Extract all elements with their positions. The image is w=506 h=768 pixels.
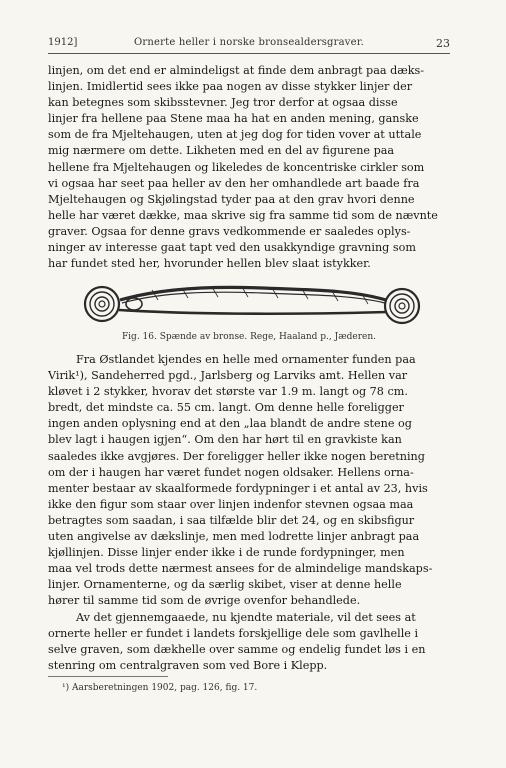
text-line: saaledes ikke avgjøres. Der foreligger heller ikke nogen beretning [48, 449, 425, 463]
text-line: selve graven, som dækhelle over samme og endelig fundet løs i en [48, 643, 426, 657]
text-line: bredt, det mindste ca. 55 cm. langt. Om denne helle foreligger [48, 401, 404, 415]
text-line: vi ogsaa har seet paa heller av den her omhandlede art baade fra [48, 176, 420, 190]
text-line: uten angivelse av dækslinje, men med lodrette linjer anbragt paa [48, 530, 420, 544]
paragraph-2 [48, 352, 450, 610]
text-line: har fundet sted her, hvorunder hellen blev slaat istykker. [48, 257, 371, 271]
footnote-rule [48, 676, 168, 677]
text-line: kan betegnes som skibsstevner. Jeg tror derfor at ogsaa disse [48, 96, 398, 110]
text-line: mig nærmere om dette. Likheten med en del av figurene paa [48, 144, 395, 158]
bronze-clasp-illustration [82, 280, 422, 328]
text-line: graver. Ogsaa for denne gravs vedkommende er saaledes oplys- [48, 224, 411, 238]
text-line: hører til samme tid som de øvrige ovenfor behandlede. [48, 594, 361, 608]
header-title: Ornerte heller i norske bronsealdersgraver. [133, 37, 365, 48]
text-line: ornerte heller er fundet i landets forskjellige dele som gavlhelle i [48, 627, 419, 641]
running-header [48, 37, 450, 51]
text-line: menter bestaar av skaalformede fordypninger i et antal av 23, hvis [48, 481, 428, 495]
text-line: maa vel trods dette nærmest ansees for de almindelige mandskaps- [48, 562, 433, 576]
text-line: linjer. Ornamenterne, og da særlig skibet, viser at denne helle [48, 578, 402, 592]
header-rule [48, 53, 450, 54]
text-line: Mjeltehaugen og Skjølingstad tyder paa at den grav hvori denne [48, 192, 415, 206]
text-line: kjøllinjen. Disse linjer ender ikke i de runde fordypninger, men [48, 546, 405, 560]
paragraph-1 [48, 63, 450, 272]
text-line: betragtes som saadan, i saa tilfælde blir det 24, og en skibsfigur [48, 513, 415, 527]
text-line: ninger av interesse gaat tapt ved den usakkyndige gravning som [48, 241, 416, 255]
text-line: ingen anden oplysning end at den „laa blandt de andre stene og [48, 417, 412, 431]
footnote: ¹) Aarsberetningen 1902, pag. 126, fig. 17. [62, 683, 258, 693]
figure-caption: Fig. 16. Spænde av bronse. Rege, Haaland p., Jæderen. [121, 332, 377, 342]
text-line: linjen. Imidlertid sees ikke paa nogen av disse stykker linjer der [48, 80, 413, 94]
text-line: linjen, om det end er almindeligst at finde dem anbragt paa dæks- [48, 64, 425, 77]
text-line: om der i haugen har været fundet nogen oldsaker. Hellens orna- [48, 465, 414, 479]
text-line: helle har været dække, maa skrive sig fra samme tid som de nævnte [48, 208, 438, 222]
paragraph-3 [48, 610, 450, 674]
text-line: som de fra Mjeltehaugen, uten at jeg dog for tiden vover at uttale [48, 128, 422, 142]
text-line: hellene fra Mjeltehaugen og likeledes de koncentriske cirkler som [48, 160, 425, 174]
text-line: ikke den figur som staar over linjen indenfor stevnen ogsaa maa [48, 497, 414, 511]
text-line: Virik¹), Sandeherred pgd., Jarlsberg og Larviks amt. Hellen var [48, 369, 408, 383]
page-number: 23 [436, 37, 450, 50]
text-line: blev lagt i haugen igjen“. Om den har hørt til en gravkiste kan [48, 433, 402, 447]
text-line: Av det gjennemgaaede, nu kjendte materiale, vil det sees at [76, 611, 416, 624]
text-line: Fra Østlandet kjendes en helle med ornamenter funden paa [76, 353, 416, 366]
header-year: 1912] [48, 37, 78, 48]
text-line: linjer fra hellene paa Stene maa ha hat en anden mening, ganske [48, 112, 419, 126]
text-line: stenring om centralgraven som ved Bore i Klepp. [48, 659, 328, 673]
text-line: kløvet i 2 stykker, hvorav det største var 1.9 m. langt og 78 cm. [48, 385, 408, 399]
